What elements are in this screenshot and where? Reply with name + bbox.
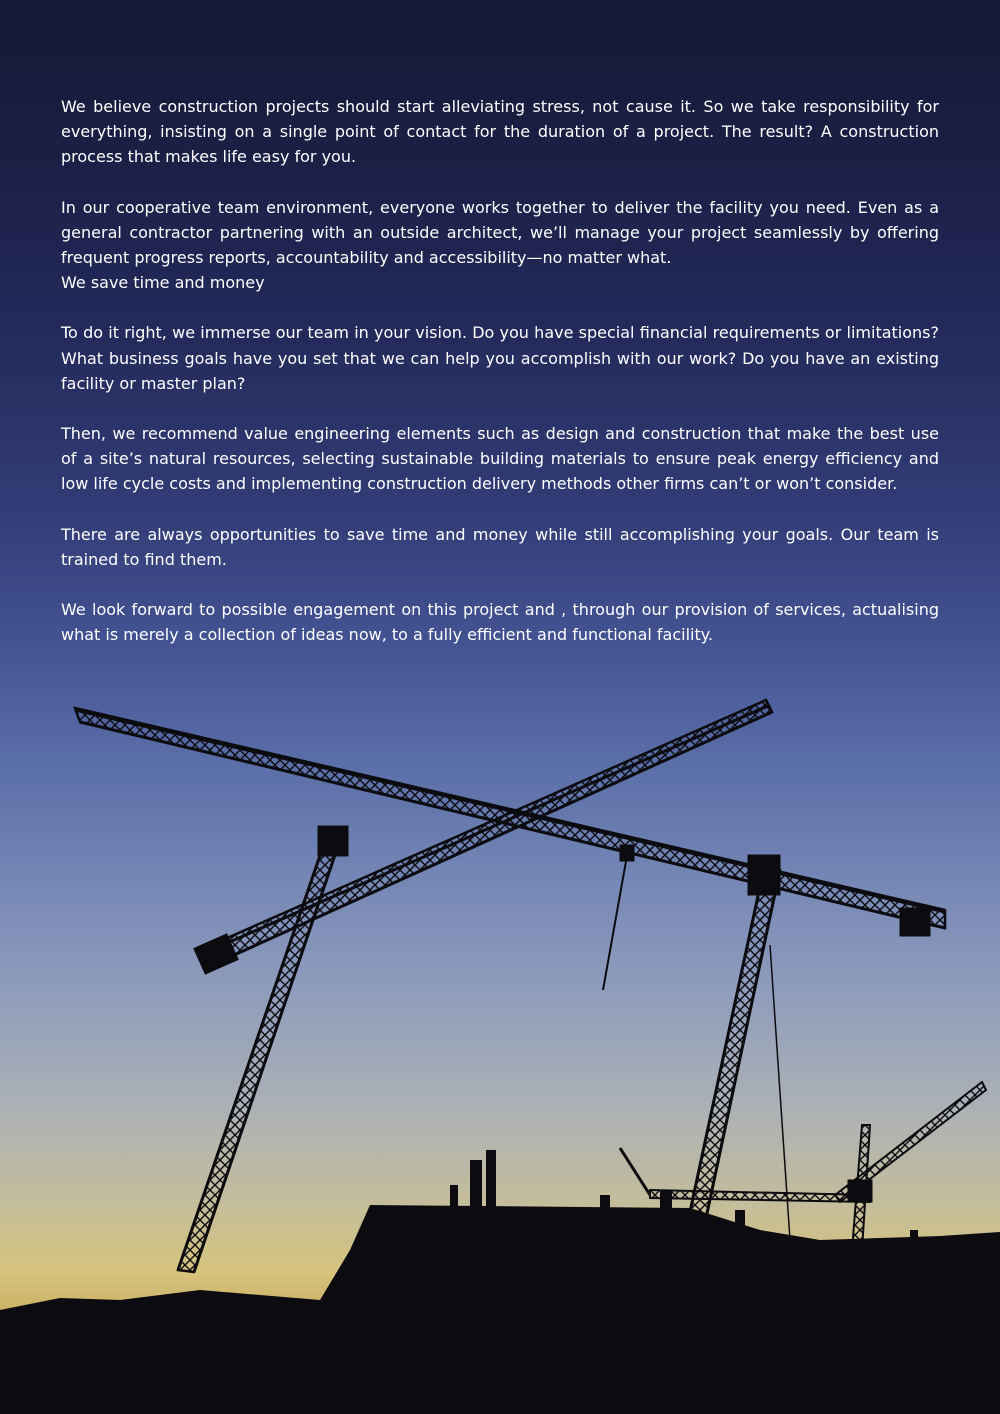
paragraph-engagement: We look forward to possible engagement on this project and , through our provision of services, actualising what is merely a collection of ideas now, to a fully efficient and functional facility. — [61, 600, 939, 645]
paragraph-save-time: We save time and money — [61, 273, 265, 293]
paragraph-team: In our cooperative team environment, everyone works together to deliver the facility you need. Even as a general contractor partnering with an outside architect, we’ll manage your project seamlessly by offering frequent progress reports, accountability and accessibility—no matter what. — [61, 197, 939, 268]
paragraph-vision: To do it right, we immerse our team in your vision. Do you have special financial requirements or limitations? What business goals have you set that we can help you accomplish with our work? Do you have an existing facility or master plan? — [61, 323, 939, 393]
paragraph-opportunities: There are always opportunities to save time and money while still accomplishing your goals. Our team is trained to find them. — [61, 524, 939, 569]
paragraph-value-engineering: Then, we recommend value engineering elements such as design and construction that make the best use of a site’s natural resources, selecting sustainable building materials to ensure peak energy efficiency and low life cycle costs and implementing construction delivery methods other firms can’t or won’t consider. — [61, 424, 939, 494]
body-text — [61, 94, 939, 672]
paragraph-intro: We believe construction projects should start alleviating stress, not cause it. So we take responsibility for everything, insisting on a single point of contact for the duration of a project. The result? A construction process that makes life easy for you. — [61, 97, 939, 167]
